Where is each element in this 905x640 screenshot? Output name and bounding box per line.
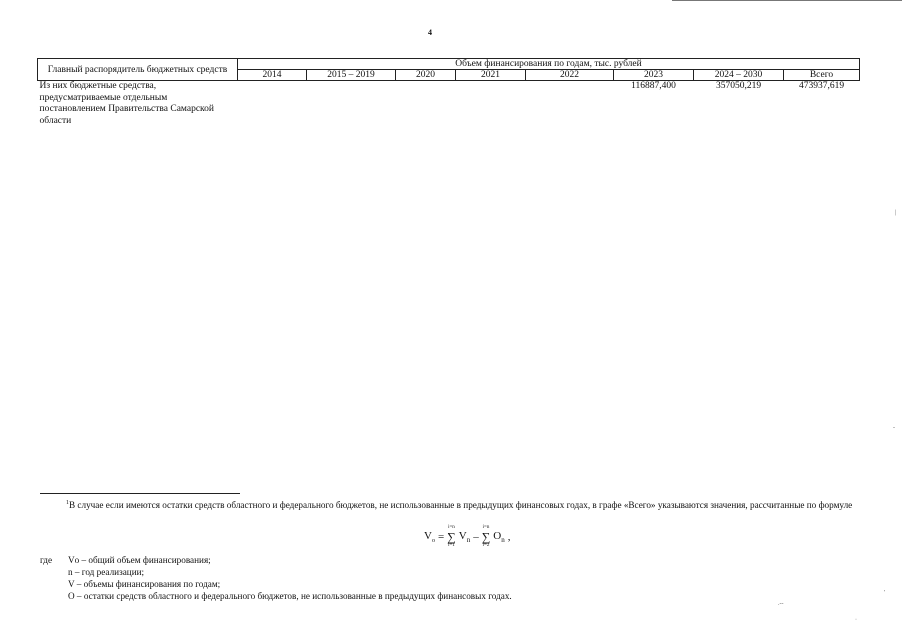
formula: [424, 522, 510, 552]
formula-lhs: $V_о$: [424, 529, 435, 545]
header-year: 2024 – 2030: [694, 70, 784, 81]
sum-symbol: i=n ∑ i=1: [447, 525, 456, 548]
scan-speck: -: [893, 425, 895, 431]
header-year: 2023: [614, 70, 694, 81]
page-number: 4: [428, 28, 432, 37]
formula-equals: =: [437, 531, 445, 543]
sum-symbol: i=n ∑ i=2: [481, 525, 491, 548]
formula-minus: –: [473, 531, 479, 543]
footnote-marker: 1: [66, 500, 69, 506]
cell-value-total: 473937,619: [798, 81, 845, 91]
header-distributor: Главный распорядитель бюджетных средств: [38, 59, 238, 81]
cell-value: [526, 81, 614, 128]
header-year: 2020: [396, 70, 456, 81]
scan-speck: |: [895, 210, 897, 216]
cell-value: [456, 81, 526, 128]
scan-speck: .--: [778, 601, 784, 607]
cell-value: 357050,219: [715, 81, 762, 91]
header-year: 2022: [526, 70, 614, 81]
table-row: [38, 81, 860, 128]
scan-speck: ': [884, 590, 886, 596]
row-label: Из них бюджетные средства, предусматриваемые отдельным постановлением Правительства Самарской области: [39, 81, 215, 126]
formula-trail: ,: [507, 531, 511, 543]
formula-term: $V_n$: [458, 529, 471, 545]
footnote-text: В случае если имеются остатки средств областного и федерального бюджетов, не использованные в предыдущих финансовых годах, в графе «Всего» указываются значения, рассчитанные по формуле: [69, 500, 853, 511]
cell-value: [396, 81, 456, 128]
cell-value: [238, 81, 307, 128]
top-edge-rule: [672, 0, 902, 1]
financing-table: [37, 58, 860, 127]
header-year: 2021: [456, 70, 526, 81]
cell-value: 116887,400: [631, 81, 676, 91]
header-year: 2014: [238, 70, 307, 81]
legend-item: O – остатки средств областного и федерального бюджетов, не использованные в предыдущих финансовых годах.: [68, 591, 512, 601]
header-funding: Объем финансирования по годам, тыс. рублей: [238, 59, 860, 70]
scan-speck: ·: [855, 617, 857, 623]
formula-term: $O_n$: [493, 529, 505, 545]
legend-item: n – год реализации;: [68, 567, 145, 577]
footnote: [40, 497, 870, 511]
header-year: 2015 – 2019: [307, 70, 396, 81]
formula-legend: [40, 554, 512, 602]
footnote-separator: [40, 493, 240, 494]
legend-item: V – объемы финансирования по годам;: [68, 579, 221, 589]
header-total: Всего: [784, 70, 860, 81]
legend-lead: где: [40, 555, 53, 565]
cell-value: [307, 81, 396, 128]
legend-item: Vо – общий объем финансирования;: [68, 555, 211, 565]
